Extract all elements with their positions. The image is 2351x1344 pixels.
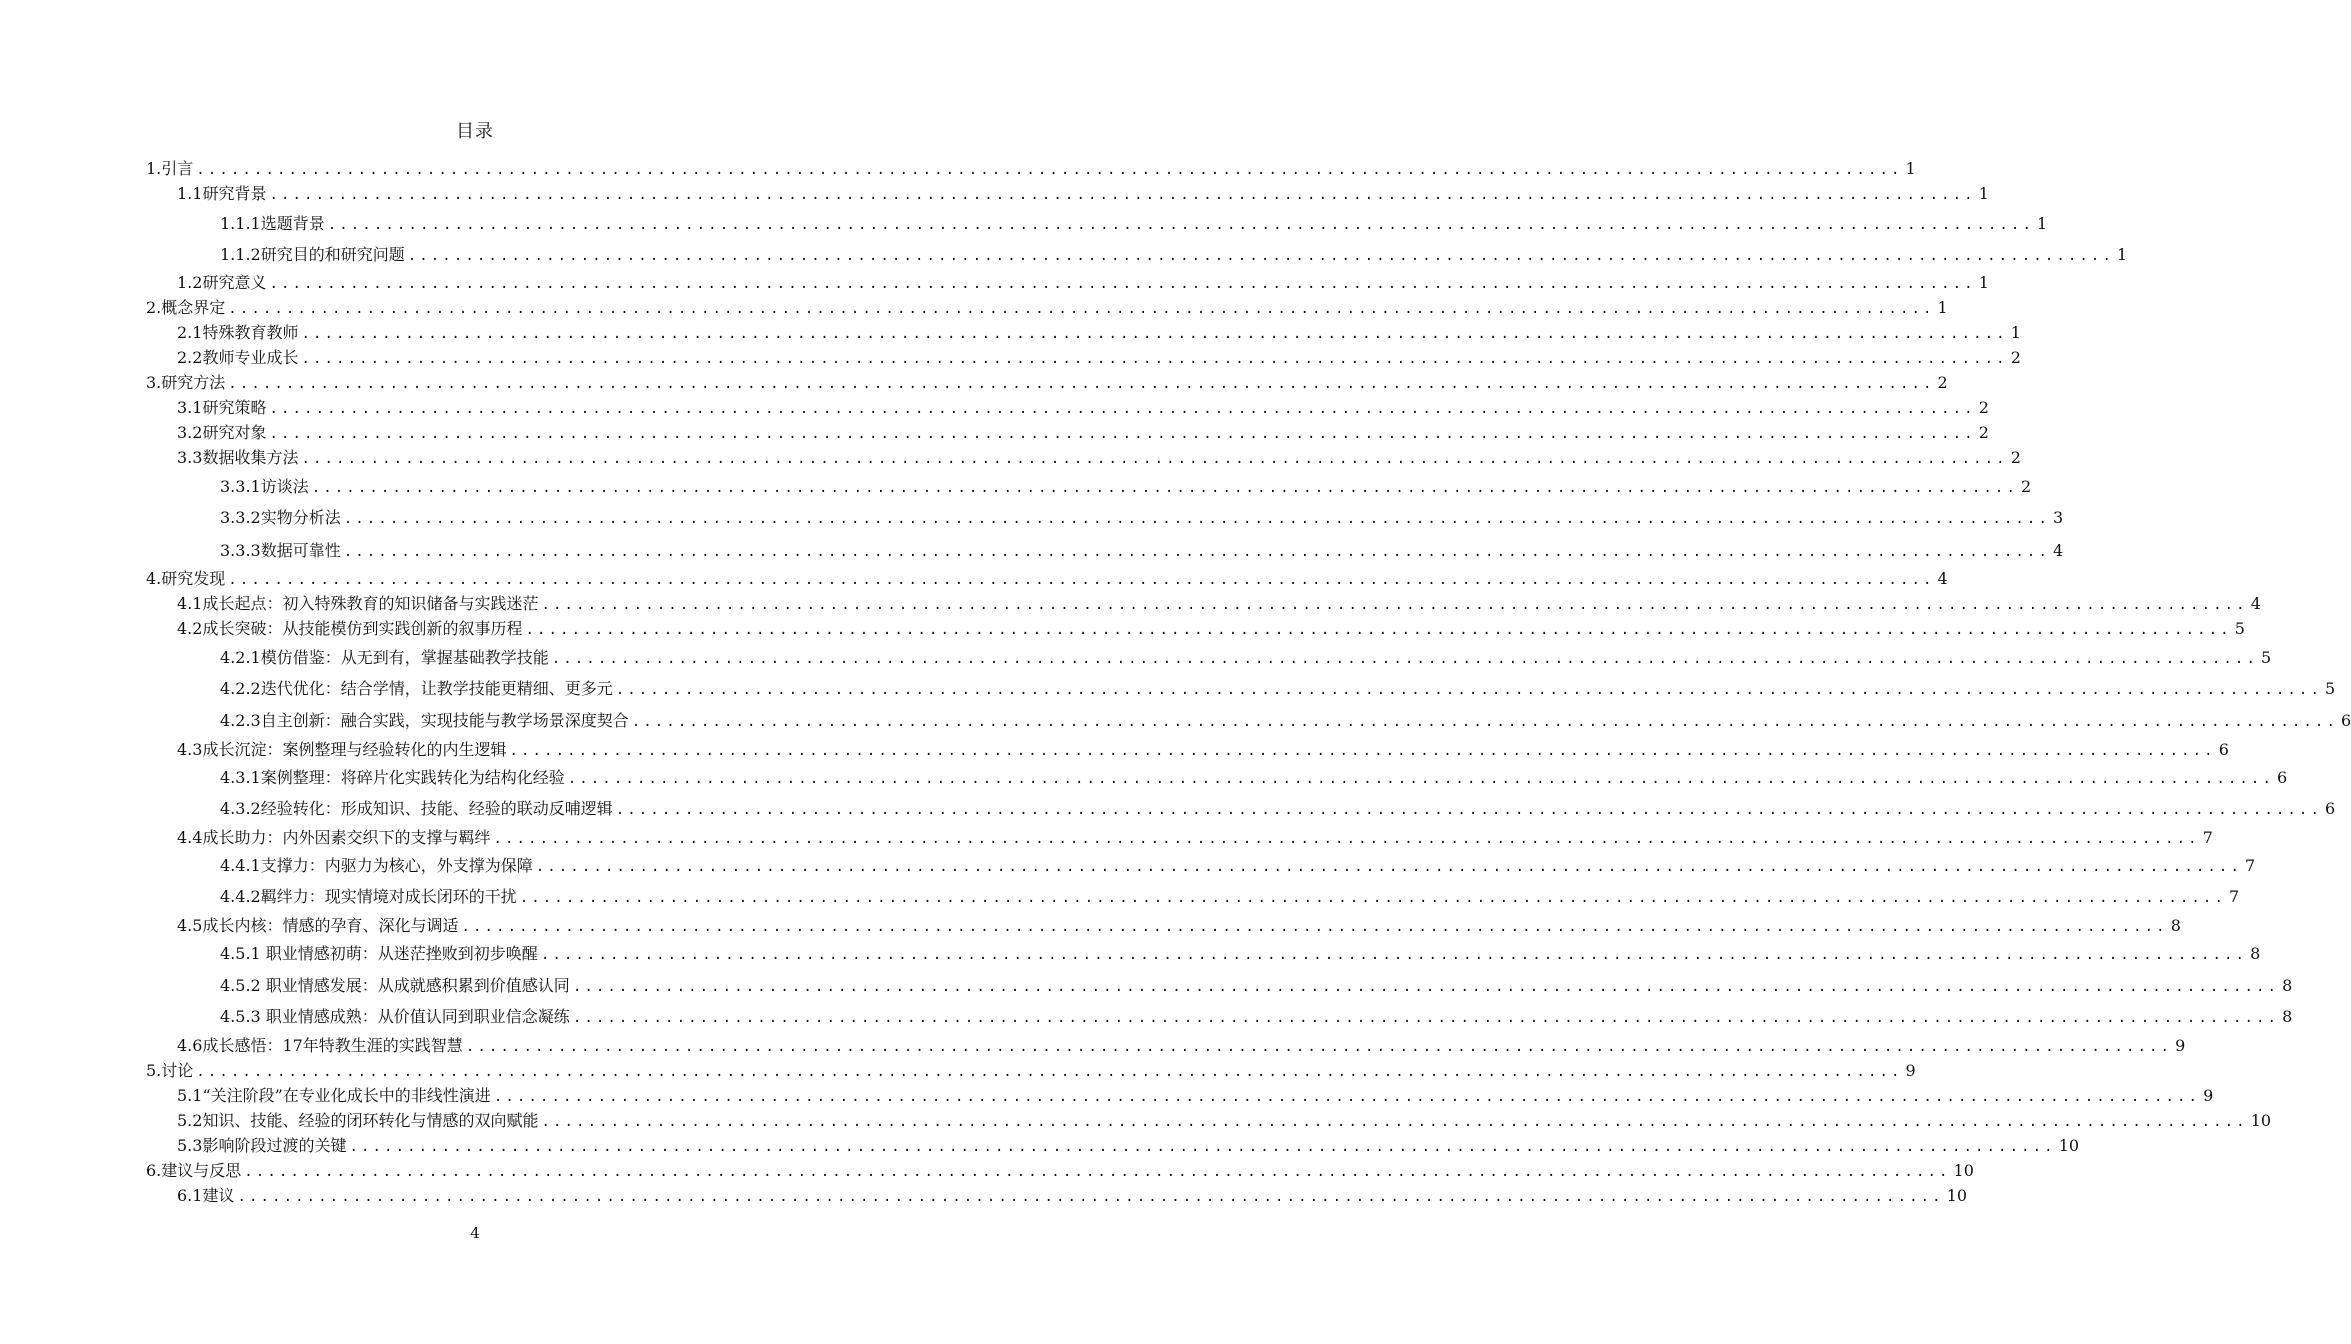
toc-dot-leader: .................................................................................................................................................... [196, 162, 1903, 178]
toc-entry-page-number: 1 [2010, 323, 2021, 342]
toc-title: 目录 [456, 121, 494, 142]
toc-entry-label: 3.2研究对象 [177, 423, 267, 442]
toc-entry-page-number: 1 [1978, 184, 1989, 203]
toc-entry[interactable] [177, 590, 2261, 614]
toc-entry-label: 4.4.1支撑力：内驱力为核心，外支撑为保障 [220, 856, 533, 875]
toc-entry[interactable] [177, 1182, 1968, 1206]
toc-entry-label: 1.1.1选题背景 [220, 214, 325, 233]
toc-entry-label: 5.2知识、技能、经验的闭环转化与情感的双向赋能 [177, 1111, 539, 1130]
toc-entry[interactable] [177, 269, 1989, 293]
toc-entry[interactable] [220, 537, 2064, 561]
toc-dot-leader: .................................................................................................................................................... [196, 1064, 1903, 1080]
toc-entry[interactable] [177, 912, 2181, 936]
toc-entry[interactable] [177, 344, 2021, 368]
toc-entry[interactable] [220, 940, 2261, 964]
toc-entry[interactable] [220, 972, 2293, 996]
toc-entry-label: 5.讨论 [146, 1061, 194, 1080]
toc-entry-label: 5.3影响阶段过渡的关键 [177, 1136, 347, 1155]
toc-entry[interactable] [146, 294, 1948, 318]
toc-entry-label: 4.研究发现 [146, 569, 226, 588]
toc-dot-leader: .................................................................................................................................................... [535, 859, 2242, 875]
toc-entry-page-number: 5 [2324, 679, 2336, 698]
toc-entry-label: 4.5成长内核：情感的孕育、深化与调适 [177, 916, 459, 935]
toc-dot-leader: .................................................................................................................................................... [228, 301, 1935, 317]
toc-entry[interactable] [177, 1132, 2080, 1156]
toc-dot-leader: .................................................................................................................................................... [269, 276, 1976, 292]
toc-entry-page-number: 8 [2282, 1007, 2293, 1026]
toc-dot-leader: .................................................................................................................................................... [244, 1164, 1951, 1180]
toc-entry-page-number: 8 [2170, 916, 2181, 935]
toc-entry-label: 2.概念界定 [146, 298, 226, 317]
toc-dot-leader: .................................................................................................................................................... [493, 1089, 2201, 1105]
toc-entry-page-number: 5 [2260, 648, 2272, 667]
toc-dot-leader: .................................................................................................................................................... [269, 426, 1976, 442]
toc-entry[interactable] [177, 824, 2213, 848]
toc-dot-leader: .................................................................................................................................................... [407, 248, 2114, 264]
toc-entry[interactable] [146, 565, 1948, 589]
toc-entry-page-number: 4 [2250, 594, 2261, 613]
toc-dot-leader: .................................................................................................................................................... [525, 622, 2232, 638]
toc-entry-label: 3.1研究策略 [177, 398, 267, 417]
toc-entry-page-number: 10 [1953, 1161, 1974, 1180]
toc-entry[interactable] [177, 1032, 2186, 1056]
toc-entry-page-number: 8 [2282, 976, 2293, 995]
toc-entry-label: 4.4成长助力：内外因素交织下的支撑与羁绊 [177, 828, 491, 847]
toc-entry-page-number: 4 [2052, 541, 2064, 560]
toc-entry[interactable] [220, 707, 2351, 731]
toc-entry-page-number: 9 [2203, 1086, 2214, 1105]
toc-entry[interactable] [220, 675, 2336, 699]
toc-dot-leader: .................................................................................................................................................... [615, 802, 2322, 818]
toc-entry[interactable] [220, 852, 2256, 876]
toc-entry-label: 3.3.3数据可靠性 [220, 541, 341, 560]
toc-entry-page-number: 9 [1905, 1061, 1916, 1080]
toc-entry-page-number: 2 [1937, 373, 1948, 392]
toc-entry-label: 2.2教师专业成长 [177, 348, 299, 367]
toc-entry[interactable] [177, 180, 1989, 204]
toc-entry-label: 4.6成长感悟：17年特教生涯的实践智慧 [177, 1036, 463, 1055]
toc-entry[interactable] [146, 1057, 1916, 1081]
toc-dot-leader: .................................................................................................................................................... [343, 544, 2050, 560]
toc-entry-label: 4.2.1模仿借鉴：从无到有，掌握基础教学技能 [220, 648, 549, 667]
toc-entry-page-number: 7 [2244, 856, 2256, 875]
toc-entry[interactable] [177, 615, 2245, 639]
toc-dot-leader: .................................................................................................................................................... [301, 351, 2008, 367]
toc-entry-page-number: 2 [1978, 423, 1989, 442]
toc-entry-label: 4.1成长起点：初入特殊教育的知识储备与实践迷茫 [177, 594, 539, 613]
toc-dot-leader: .................................................................................................................................................... [269, 187, 1976, 203]
toc-entry-page-number: 1 [1978, 273, 1989, 292]
toc-entry[interactable] [220, 644, 2272, 668]
toc-entry[interactable] [220, 795, 2336, 819]
toc-entry-page-number: 2 [2010, 448, 2021, 467]
toc-entry-label: 2.1特殊教育教师 [177, 323, 299, 342]
toc-entry-label: 3.3.1访谈法 [220, 477, 309, 496]
toc-entry-page-number: 7 [2228, 887, 2240, 906]
toc-dot-leader: .................................................................................................................................................... [541, 597, 2248, 613]
toc-entry[interactable] [177, 1107, 2272, 1131]
toc-entry[interactable] [146, 155, 1916, 179]
toc-entry-page-number: 10 [2250, 1111, 2272, 1130]
toc-entry-page-number: 10 [1946, 1186, 1968, 1205]
toc-entry-label: 1.1.2研究目的和研究问题 [220, 245, 405, 264]
toc-entry[interactable] [146, 369, 1948, 393]
toc-dot-leader: .................................................................................................................................................... [349, 1139, 2056, 1155]
toc-dot-leader: .................................................................................................................................................... [461, 919, 2168, 935]
toc-dot-leader: .................................................................................................................................................... [228, 572, 1935, 588]
toc-entry-page-number: 1 [2116, 245, 2128, 264]
toc-entry-page-number: 4 [1937, 569, 1948, 588]
toc-dot-leader: .................................................................................................................................................... [301, 451, 2008, 467]
toc-entry[interactable] [220, 210, 2048, 234]
toc-entry-page-number: 1 [1905, 159, 1916, 178]
toc-entry-page-number: 1 [1937, 298, 1948, 317]
toc-dot-leader: .................................................................................................................................................... [540, 947, 2248, 963]
toc-dot-leader: .................................................................................................................................................... [509, 743, 2216, 759]
toc-entry-page-number: 2 [1978, 398, 1989, 417]
toc-entry-page-number: 2 [2020, 477, 2032, 496]
toc-dot-leader: .................................................................................................................................................... [631, 714, 2338, 730]
toc-entry-page-number: 5 [2234, 619, 2245, 638]
toc-dot-leader: .................................................................................................................................................... [465, 1039, 2173, 1055]
toc-entry[interactable] [220, 764, 2288, 788]
toc-entry-label: 4.5.3 职业情感成熟：从价值认同到职业信念凝练 [220, 1007, 570, 1026]
toc-entry-page-number: 7 [2202, 828, 2213, 847]
toc-dot-leader: .................................................................................................................................................... [343, 511, 2050, 527]
toc-entry-label: 1.1研究背景 [177, 184, 267, 203]
toc-entry-page-number: 1 [2036, 214, 2048, 233]
toc-entry[interactable] [220, 1003, 2293, 1027]
toc-entry-label: 1.2研究意义 [177, 273, 267, 292]
toc-entry-label: 6.1建议 [177, 1186, 235, 1205]
toc-entry-page-number: 3 [2052, 508, 2064, 527]
toc-entry-label: 3.3.2实物分析法 [220, 508, 341, 527]
toc-entry-page-number: 9 [2175, 1036, 2186, 1055]
toc-entry[interactable] [220, 473, 2032, 497]
toc-dot-leader: .................................................................................................................................................... [567, 771, 2274, 787]
toc-entry[interactable] [177, 736, 2229, 760]
toc-dot-leader: .................................................................................................................................................... [551, 651, 2258, 667]
toc-dot-leader: .................................................................................................................................................... [615, 682, 2322, 698]
toc-entry-label: 4.3成长沉淀：案例整理与经验转化的内生逻辑 [177, 740, 507, 759]
toc-dot-leader: .................................................................................................................................................... [572, 979, 2280, 995]
toc-dot-leader: .................................................................................................................................................... [228, 376, 1935, 392]
toc-entry-label: 3.研究方法 [146, 373, 226, 392]
toc-entry-page-number: 6 [2340, 711, 2351, 730]
toc-entry-page-number: 6 [2276, 768, 2288, 787]
toc-entry[interactable] [177, 1082, 2214, 1106]
toc-entry[interactable] [177, 319, 2021, 343]
toc-entry-label: 1.引言 [146, 159, 194, 178]
toc-dot-leader: .................................................................................................................................................... [327, 217, 2034, 233]
toc-dot-leader: .................................................................................................................................................... [493, 831, 2200, 847]
toc-entry[interactable] [146, 1157, 1974, 1181]
toc-entry[interactable] [177, 419, 1989, 443]
toc-entry-label: 4.5.1 职业情感初萌：从迷茫挫败到初步唤醒 [220, 944, 538, 963]
toc-entry-label: 4.2成长突破：从技能模仿到实践创新的叙事历程 [177, 619, 523, 638]
toc-entry-label: 4.5.2 职业情感发展：从成就感积累到价值感认同 [220, 976, 570, 995]
toc-entry-page-number: 10 [2058, 1136, 2080, 1155]
toc-entry-label: 3.3数据收集方法 [177, 448, 299, 467]
toc-dot-leader: .................................................................................................................................................... [269, 401, 1976, 417]
toc-entry-page-number: 6 [2324, 799, 2336, 818]
toc-entry[interactable] [220, 883, 2240, 907]
toc-entry-label: 4.2.3自主创新：融合实践，实现技能与教学场景深度契合 [220, 711, 629, 730]
toc-entry-page-number: 2 [2010, 348, 2021, 367]
toc-entry[interactable] [220, 504, 2064, 528]
toc-dot-leader: .................................................................................................................................................... [237, 1189, 1944, 1205]
toc-entry-label: 4.4.2羁绊力：现实情境对成长闭环的干扰 [220, 887, 517, 906]
toc-entry[interactable] [177, 394, 1989, 418]
toc-entry[interactable] [220, 241, 2128, 265]
page-number: 4 [470, 1224, 480, 1242]
toc-entry-label: 4.2.2迭代优化：结合学情，让教学技能更精细、更多元 [220, 679, 613, 698]
toc-dot-leader: .................................................................................................................................................... [572, 1010, 2280, 1026]
toc-dot-leader: .................................................................................................................................................... [541, 1114, 2248, 1130]
toc-entry[interactable] [177, 444, 2021, 468]
toc-entry-label: 5.1“关注阶段”在专业化成长中的非线性演进 [177, 1086, 491, 1105]
toc-dot-leader: .................................................................................................................................................... [301, 326, 2008, 342]
toc-dot-leader: .................................................................................................................................................... [311, 480, 2018, 496]
toc-dot-leader: .................................................................................................................................................... [519, 890, 2226, 906]
toc-entry-page-number: 6 [2218, 740, 2229, 759]
toc-entry-label: 4.3.2经验转化：形成知识、技能、经验的联动反哺逻辑 [220, 799, 613, 818]
toc-entry-page-number: 8 [2250, 944, 2261, 963]
toc-entry-label: 6.建议与反思 [146, 1161, 242, 1180]
toc-entry-label: 4.3.1案例整理：将碎片化实践转化为结构化经验 [220, 768, 565, 787]
